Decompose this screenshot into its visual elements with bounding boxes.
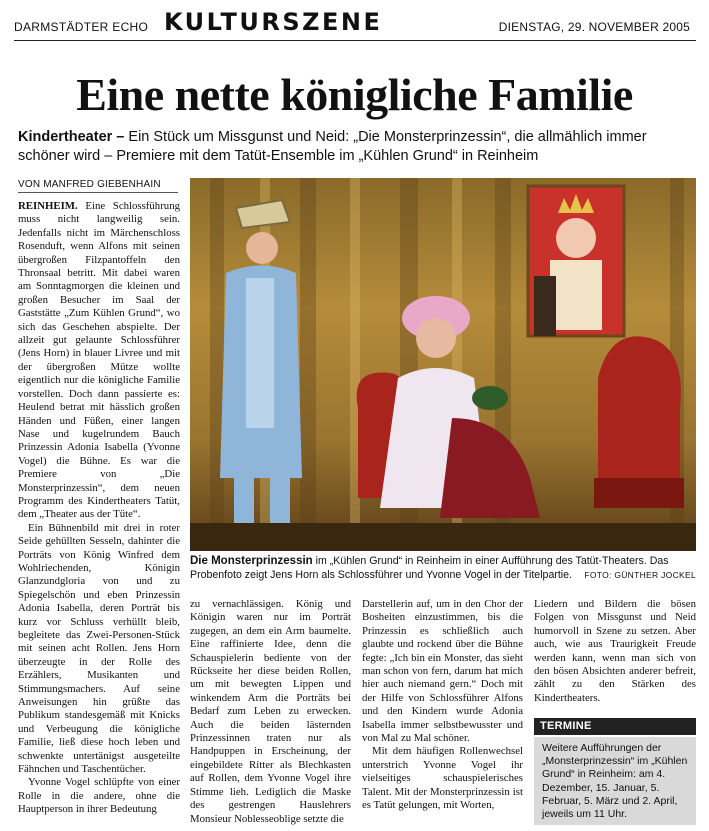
newspaper-name: DARMSTÄDTER ECHO [14, 20, 149, 34]
issue-date: DIENSTAG, 29. NOVEMBER 2005 [498, 20, 690, 34]
paragraph-text: Eine Schlossführung muss nicht langweilig sein. Jedenfalls nicht im Märchenschloss Rosenduft, wenn Alfons mit seinen übergroßen Filzpantoffeln den Thronsaal betritt. Mit dabei waren am Sonntagmorgen die kleinen und großen Besucher im Saal der Gaststätte „Zum Kühlen Grund“, wo sich das Geschehen abspielte. Der allzeit gut gelaunte Schlossführer (Jens Horn) in blauer Livree und mit der übergroßen Mütze wollte eigentlich nur die königliche Familie vorstellen. Doch dann passierte es: Heulend betrat mit hässlich großen Händen und Füßen, einer langen Nase und kugelrundem Bauch Prinzessin Adonia Isabella (Yvonne Vogel) die Bühne. Es war die Premiere von „Die Monsterprinzessin“, dem neuen Programm des Kindertheaters Tatüt, dem „Theater aus der Tüte“. [18, 200, 180, 521]
subheadline [18, 128, 698, 166]
photo-credit: FOTO: GÜNTHER JOCKEL [584, 569, 696, 580]
headline: Eine nette königliche Familie [76, 69, 633, 120]
masthead [14, 6, 696, 41]
paragraph: Ein Bühnenbild mit drei in roter Seide gehüllten Sesseln, dahinter die Porträts von König Winfred dem Wohlriechenden, Königin Glanzundgloria von und zu Spiegelschön und eben Prinzessin Adonia Isabella, deren Porträt bis kurz vor Schluss verhüllt bleib, begleitete das Zwei-Personen-Stück mit seinen acht Rollen. Jens Horn überzeugte in der Rolle des Erzählers, Musikanten und Stimmungsmachers. Auf seine Anweisungen hin grüßte das Publikum standesgemäß mit Knicks und Verbeugung die königliche Familie, ließ diese hoch leben und schwenkte untertänigst ausgeteilte Fähnchen und Taschentücher. [18, 521, 180, 776]
caption-text: im „Kühlen Grund“ in Reinheim in einer Aufführung des Tatüt-Theaters. Das Probenfoto zeigt Jens Horn als Schlossführer und Yvonne Vogel in der Titelpartie. [190, 555, 669, 581]
article-column-4 [534, 598, 696, 716]
article-column-2 [190, 598, 351, 828]
caption-title: Die Monsterprinzessin [190, 555, 313, 567]
subhead-text: Ein Stück um Missgunst und Neid: „Die Monsterprinzessin“, die allmählich immer schöner wird – Premiere mit dem Tatüt-Ensemble im „Kühlen Grund“ in Reinheim [18, 129, 647, 164]
termine-box-heading: TERMINE [534, 718, 696, 735]
article-column-1 [18, 200, 180, 825]
byline: VON MANFRED GIEBENHAIN [18, 179, 178, 193]
paragraph: zu vernachlässigen. König und Königin waren nur im Porträt zugegen, an dem ein Arm baumelte. Eine raffinierte Idee, denn die Schauspielerin bediente von der Rückseite her diese beiden Rollen, um mit bewegten Lippen und winkendem Arm die Porträts bei Bedarf zum Leben zu erwecken. Auch die beiden lästernden Prinzessinnen traten nur als Handpuppen in Erscheinung, der eingebildete Ritter als Blechkasten auf Rollen, dem Yvonne Vogel ihre Stimme lieh. Lediglich die Maske des gestrengen Hauslehrers Monsieur Noblesseoblige setzte die [190, 598, 351, 825]
section-title: KULTURSZENE [164, 8, 383, 36]
photo-caption [190, 555, 696, 582]
paragraph: Mit dem häufigen Rollenwechsel unterstrich Yvonne Vogel ihr vielseitiges schauspielerisches Talent. Mit der Monsterprinzessin ist es Tatüt gelungen, mit Worten, [362, 745, 523, 812]
paragraph [18, 200, 180, 522]
article-column-3 [362, 598, 523, 828]
paragraph: Yvonne Vogel schlüpfte von einer Rolle in die andere, ohne die Hauptperson in ihrer Bedeutung [18, 776, 180, 816]
article-photo [190, 178, 696, 551]
dateline-location: REINHEIM. [18, 200, 78, 212]
paragraph: Darstellerin auf, um in den Chor der Bosheiten einzustimmen, bis die Prinzessin es schließlich auch glaubte und rockend über die Bühne fegte: „Ich bin ein Monster, das sieht man schon von fern, darum hat mich hier auch niemand gern.“ Doch mit der Hilfe von Schlossführer Alfons und den Kindern wurde Adonia Isabella immer selbstbewusster und von Mal zu Mal schöner. [362, 598, 523, 745]
subhead-kicker: Kindertheater – [18, 129, 125, 145]
stage-scene-illustration [190, 178, 696, 551]
paragraph: Liedern und Bildern die bösen Folgen von Missgunst und Neid humorvoll in Szene zu setzen. Aber auch, wie aus Traurigkeit Freude werden kann, wenn man sich von den bösen Absichten anderer befreit, zählt zu den Stärken des Kindertheaters. [534, 598, 696, 704]
termine-box-text: Weitere Aufführungen der „Monsterprinzessin“ im „Kühlen Grund“ in Reinheim: am 4. Dezember, 15. Januar, 5. Februar, 5. März und 2. April, jeweils um 11 Uhr. [534, 737, 696, 825]
